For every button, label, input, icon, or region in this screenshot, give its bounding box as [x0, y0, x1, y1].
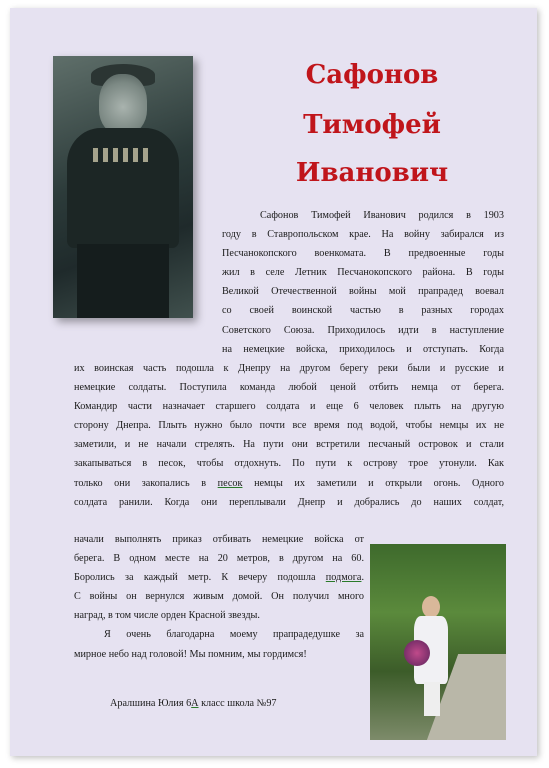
text-line: С войны он вернулся живым домой. Он получил много	[74, 591, 364, 603]
underlined-word-reinforcement: подмога	[325, 572, 362, 584]
paragraph-top-block	[222, 206, 504, 359]
portrait-head	[99, 74, 147, 134]
text-line: берега. В одном месте на 20 метров, в другом на 60.	[74, 553, 364, 565]
text-line: начали выполнять приказ отбивать немецкие войска от	[74, 534, 364, 545]
title-first-name: Тимофей	[303, 110, 441, 140]
veteran-portrait-photo	[53, 56, 193, 318]
underlined-word-sand: песок	[217, 477, 243, 489]
paragraph-full-width-block	[74, 359, 504, 512]
photo-girl-head	[422, 596, 440, 618]
text-line: на немецкие войска, приходилось и отступать. Когда	[222, 343, 504, 355]
text-line: солдата ранили. Когда они переплывали Днепр и добрались до наших солдат,	[74, 496, 504, 508]
text-line: году в Ставропольском крае. На войну забирался из	[222, 229, 504, 241]
text-line: со своей воинской частью в разных городах	[222, 305, 504, 317]
document-page	[10, 8, 537, 756]
text-line: немецкие солдаты. Поступила команда любой ценой отбить немца от берега.	[74, 382, 504, 394]
text-line: Боролись за каждый метр. К вечеру подошла подмога.	[74, 572, 364, 584]
title-surname: Сафонов	[305, 60, 439, 90]
text-line	[74, 474, 504, 493]
text-line: Великой Отечественной войны мой прапрадед воевал	[222, 286, 504, 298]
text-fragment: Боролись за каждый метр. К вечеру подошла	[74, 572, 316, 584]
text-line: мирное небо над головой! Мы помним, мы гордимся!	[74, 648, 307, 660]
photo-girl-legs	[424, 682, 440, 716]
photo-flowers	[404, 640, 430, 666]
portrait-legs	[77, 244, 169, 318]
portrait-medals	[93, 148, 153, 162]
text-line: Сафонов Тимофей Иванович родился в 1903	[260, 210, 504, 221]
text-line: Я очень благодарна моему прапрадедушке за	[104, 629, 364, 641]
text-line: Советского Союза. Приходилось идти в наступление	[222, 324, 504, 336]
portrait-body	[67, 128, 179, 248]
text-line: наград, в том числе орден Красной звезды.	[74, 610, 260, 622]
text-line: Песчанокопского военкомата. В предвоенные годы	[222, 248, 504, 260]
signature-school: класс школа №97	[198, 698, 277, 709]
text-line: жил в селе Летник Песчанокопского района. В годы	[222, 267, 504, 279]
text-line: закапываться в песок, чтобы отдохнуть. По пути к острову трое утонули. Как	[74, 458, 504, 470]
text-line: сторону Днепра. Плыть нужно было почти все время под водой, чтобы немцы их не	[74, 420, 504, 432]
signature-class-letter: А	[191, 698, 199, 709]
text-line: их воинская часть подошла к Днепру на другом берегу реки были и русские и	[74, 363, 504, 374]
title-patronymic: Иванович	[295, 158, 449, 188]
text-fragment: немцы их заметили и открыли огонь. Одного	[254, 477, 504, 489]
schoolgirl-photo	[370, 544, 506, 740]
text-line: Командир части назначает старшего солдата и еще 6 человек плыть на другую	[74, 401, 504, 413]
paragraph-left-block	[74, 530, 364, 664]
signature-name: Аралшина Юлия 6	[110, 698, 192, 709]
text-line: заметили, и не начали стрелять. На пути они встретили песчаный островок и стали	[74, 439, 504, 451]
text-fragment: только они закопались в	[74, 477, 207, 489]
author-signature	[110, 698, 330, 709]
